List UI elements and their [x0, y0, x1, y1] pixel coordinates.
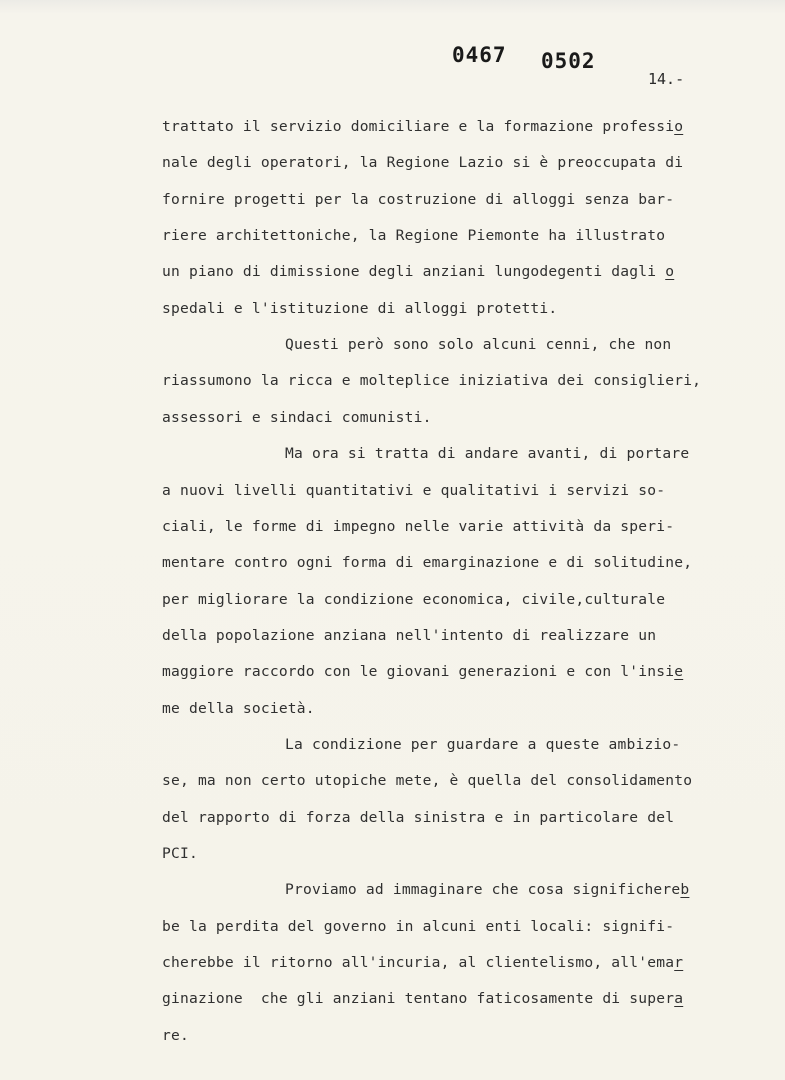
archive-stamp-left: 0467 — [452, 43, 507, 67]
text-line: Ma ora si tratta di andare avanti, di portare — [285, 445, 690, 463]
text-line: fornire progetti per la costruzione di alloggi senza bar- — [162, 190, 675, 208]
text-line: riere architettoniche, la Regione Piemonte ha illustrato — [162, 227, 666, 245]
text-line: trattato il servizio domiciliare e la formazione professio — [162, 118, 684, 135]
text-line: re. — [162, 1026, 189, 1044]
text-line: be la perdita del governo in alcuni enti locali: signifi- — [162, 917, 675, 935]
page-number: 14.- — [648, 70, 685, 88]
text-line: un piano di dimissione degli anziani lungodegenti dagli o — [162, 263, 675, 281]
text-line: del rapporto di forza della sinistra e in particolare del — [162, 808, 675, 826]
text-line: a nuovi livelli quantitativi e qualitativi i servizi so- — [162, 481, 666, 499]
text-line: spedali e l'istituzione di alloggi protetti. — [162, 299, 558, 317]
text-line: La condizione per guardare a queste ambizio- — [285, 735, 681, 753]
text-line: riassumono la ricca e molteplice iniziativa dei consiglieri, — [162, 372, 702, 390]
text-line: Proviamo ad immaginare che cosa significhereb — [285, 881, 690, 899]
text-line: mentare contro ogni forma di emarginazione e di solitudine, — [162, 554, 693, 572]
text-line: nale degli operatori, la Regione Lazio si è preoccupata di — [162, 154, 684, 172]
text-line: della popolazione anziana nell'intento di realizzare un — [162, 626, 657, 644]
text-line: ginazione che gli anziani tentano faticosamente di supera — [162, 990, 684, 1008]
text-line: se, ma non certo utopiche mete, è quella del consolidamento — [162, 772, 693, 790]
text-line: Questi però sono solo alcuni cenni, che non — [285, 336, 672, 354]
text-line: PCI. — [162, 845, 198, 862]
text-line: cherebbe il ritorno all'incuria, al clientelismo, all'emar — [162, 954, 684, 972]
text-line: per migliorare la condizione economica, civile,culturale — [162, 590, 666, 608]
text-line: assessori e sindaci comunisti. — [162, 408, 432, 426]
text-line: maggiore raccordo con le giovani generazioni e con l'insie — [162, 663, 684, 681]
text-line: ciali, le forme di impegno nelle varie attività da speri- — [162, 517, 675, 535]
text-line: me della società. — [162, 699, 315, 717]
archive-stamp-right: 0502 — [541, 49, 596, 73]
